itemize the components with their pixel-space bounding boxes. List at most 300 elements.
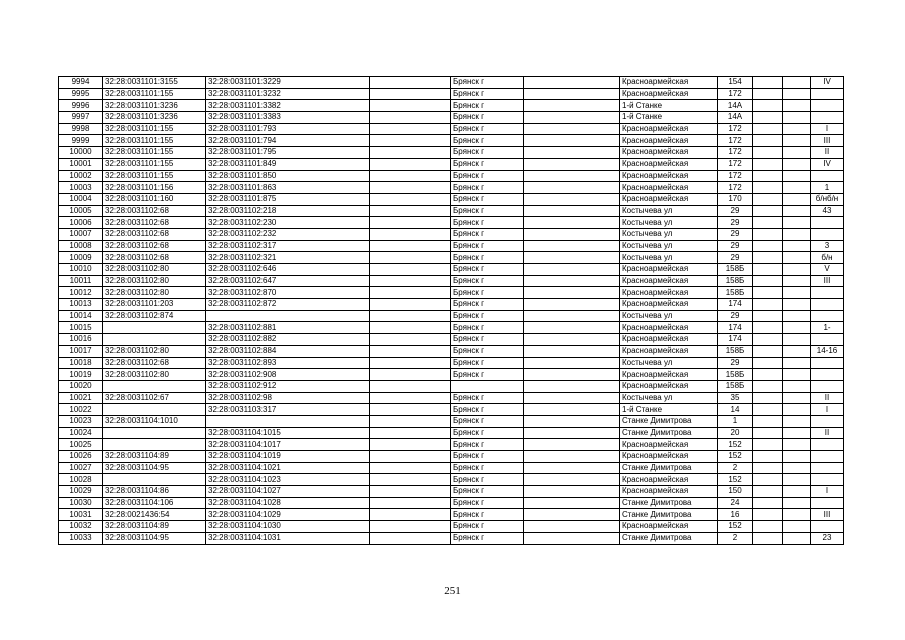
cell-cadastral-object: 32:28:0031101:795 xyxy=(206,147,370,159)
cell-street: Красноармейская xyxy=(620,439,718,451)
table-row xyxy=(59,264,844,276)
cell-blank-col xyxy=(370,369,451,381)
cell-blank-col xyxy=(524,77,620,89)
cell-house-number: 14А xyxy=(718,100,753,112)
cell-blank-col xyxy=(783,392,811,404)
cell-house-number: 172 xyxy=(718,147,753,159)
cell-blank-col xyxy=(524,217,620,229)
cell-premise-number: IV xyxy=(811,158,844,170)
cell-street: Красноармейская xyxy=(620,451,718,463)
cell-blank-col xyxy=(524,310,620,322)
cell-blank-col xyxy=(370,100,451,112)
cell-cadastral-parcel xyxy=(103,474,206,486)
cell-house-number: 172 xyxy=(718,88,753,100)
cell-house-number: 172 xyxy=(718,170,753,182)
cell-blank-col xyxy=(753,135,783,147)
cell-house-number: 29 xyxy=(718,240,753,252)
cell-street: Красноармейская xyxy=(620,147,718,159)
cell-house-number: 170 xyxy=(718,193,753,205)
cell-cadastral-object: 32:28:0031102:912 xyxy=(206,380,370,392)
cell-cadastral-parcel: 32:28:0031104:89 xyxy=(103,451,206,463)
cell-cadastral-object: 32:28:0031101:875 xyxy=(206,193,370,205)
cell-blank-col xyxy=(753,170,783,182)
cell-city: Брянск г xyxy=(451,275,524,287)
cell-blank-col xyxy=(370,275,451,287)
cell-blank-col xyxy=(370,474,451,486)
cell-blank-col xyxy=(753,147,783,159)
cell-blank-col xyxy=(753,532,783,544)
cell-row-number: 10026 xyxy=(59,451,103,463)
cell-blank-col xyxy=(753,357,783,369)
cell-cadastral-object: 32:28:0031102:646 xyxy=(206,264,370,276)
cell-blank-col xyxy=(370,380,451,392)
table-row xyxy=(59,275,844,287)
table-row xyxy=(59,462,844,474)
cell-cadastral-parcel: 32:28:0031104:106 xyxy=(103,497,206,509)
cell-blank-col xyxy=(783,147,811,159)
cell-house-number: 1 xyxy=(718,415,753,427)
table-row xyxy=(59,112,844,124)
cell-cadastral-object: 32:28:0031103:317 xyxy=(206,404,370,416)
cell-row-number: 9995 xyxy=(59,88,103,100)
cell-blank-col xyxy=(370,170,451,182)
cell-row-number: 10002 xyxy=(59,170,103,182)
cell-blank-col xyxy=(783,158,811,170)
cell-premise-number xyxy=(811,334,844,346)
cell-blank-col xyxy=(524,182,620,194)
table-body xyxy=(59,77,844,545)
cell-blank-col xyxy=(753,474,783,486)
cell-cadastral-parcel: 32:28:0021436:54 xyxy=(103,509,206,521)
cell-blank-col xyxy=(753,404,783,416)
cell-premise-number xyxy=(811,357,844,369)
cell-blank-col xyxy=(753,77,783,89)
cell-cadastral-object: 32:28:0031102:647 xyxy=(206,275,370,287)
table-row xyxy=(59,228,844,240)
cell-cadastral-object: 32:28:0031104:1028 xyxy=(206,497,370,509)
cell-cadastral-parcel: 32:28:0031101:3236 xyxy=(103,100,206,112)
cell-blank-col xyxy=(370,217,451,229)
cell-city: Брянск г xyxy=(451,310,524,322)
cell-row-number: 10013 xyxy=(59,299,103,311)
cell-row-number: 10008 xyxy=(59,240,103,252)
cell-row-number: 10016 xyxy=(59,334,103,346)
cell-cadastral-parcel: 32:28:0031101:155 xyxy=(103,147,206,159)
cell-blank-col xyxy=(524,135,620,147)
cell-blank-col xyxy=(783,334,811,346)
table-row xyxy=(59,287,844,299)
cell-blank-col xyxy=(370,509,451,521)
cell-city: Брянск г xyxy=(451,147,524,159)
cell-house-number: 158Б xyxy=(718,369,753,381)
cell-row-number: 10032 xyxy=(59,521,103,533)
cell-blank-col xyxy=(753,123,783,135)
cell-blank-col xyxy=(783,182,811,194)
cell-cadastral-parcel: 32:28:0031104:86 xyxy=(103,486,206,498)
cell-cadastral-object: 32:28:0031102:870 xyxy=(206,287,370,299)
table-row xyxy=(59,77,844,89)
cell-street: Красноармейская xyxy=(620,193,718,205)
cell-premise-number xyxy=(811,217,844,229)
cell-premise-number xyxy=(811,462,844,474)
cell-premise-number xyxy=(811,170,844,182)
cell-cadastral-parcel: 32:28:0031101:156 xyxy=(103,182,206,194)
cell-cadastral-parcel: 32:28:0031101:203 xyxy=(103,299,206,311)
table-row xyxy=(59,439,844,451)
cell-street: Костычева ул xyxy=(620,357,718,369)
cell-street: Станке Димитрова xyxy=(620,497,718,509)
cell-city: Брянск г xyxy=(451,170,524,182)
cell-street: Станке Димитрова xyxy=(620,509,718,521)
cell-blank-col xyxy=(524,112,620,124)
cell-city: Брянск г xyxy=(451,392,524,404)
table-row xyxy=(59,334,844,346)
cell-blank-col xyxy=(783,415,811,427)
cell-blank-col xyxy=(370,462,451,474)
cell-city: Брянск г xyxy=(451,345,524,357)
cell-blank-col xyxy=(370,404,451,416)
cell-street: Костычева ул xyxy=(620,240,718,252)
cell-house-number: 158Б xyxy=(718,275,753,287)
cell-blank-col xyxy=(753,521,783,533)
cell-blank-col xyxy=(753,369,783,381)
cell-blank-col xyxy=(524,228,620,240)
cell-premise-number: II xyxy=(811,427,844,439)
cell-city: Брянск г xyxy=(451,404,524,416)
cell-blank-col xyxy=(753,158,783,170)
cell-blank-col xyxy=(783,474,811,486)
cell-blank-col xyxy=(524,462,620,474)
cell-blank-col xyxy=(753,252,783,264)
cell-blank-col xyxy=(753,310,783,322)
cell-blank-col xyxy=(524,369,620,381)
cell-cadastral-object: 32:28:0031101:794 xyxy=(206,135,370,147)
cell-blank-col xyxy=(524,100,620,112)
cell-blank-col xyxy=(370,158,451,170)
cell-premise-number: б/нб/н xyxy=(811,193,844,205)
cell-cadastral-object: 32:28:0031101:863 xyxy=(206,182,370,194)
cell-blank-col xyxy=(783,509,811,521)
cell-blank-col xyxy=(524,275,620,287)
cell-premise-number xyxy=(811,287,844,299)
cell-row-number: 9994 xyxy=(59,77,103,89)
cell-blank-col xyxy=(370,112,451,124)
table-row xyxy=(59,240,844,252)
cell-cadastral-parcel: 32:28:0031102:68 xyxy=(103,205,206,217)
cell-cadastral-object: 32:28:0031102:908 xyxy=(206,369,370,381)
cell-city: Брянск г xyxy=(451,88,524,100)
cell-cadastral-object: 32:28:0031104:1027 xyxy=(206,486,370,498)
cell-row-number: 10022 xyxy=(59,404,103,416)
cell-row-number: 10012 xyxy=(59,287,103,299)
cell-blank-col xyxy=(753,322,783,334)
table-row xyxy=(59,147,844,159)
cell-house-number: 29 xyxy=(718,357,753,369)
cell-city: Брянск г xyxy=(451,439,524,451)
cell-blank-col xyxy=(783,228,811,240)
cell-premise-number xyxy=(811,521,844,533)
cell-house-number: 20 xyxy=(718,427,753,439)
cell-premise-number xyxy=(811,380,844,392)
table-row xyxy=(59,451,844,463)
cell-row-number: 10031 xyxy=(59,509,103,521)
cell-city: Брянск г xyxy=(451,509,524,521)
cell-premise-number: 43 xyxy=(811,205,844,217)
table-row xyxy=(59,486,844,498)
cell-cadastral-object xyxy=(206,415,370,427)
table-row xyxy=(59,532,844,544)
cell-premise-number xyxy=(811,439,844,451)
cell-house-number: 150 xyxy=(718,486,753,498)
cell-cadastral-parcel: 32:28:0031104:1010 xyxy=(103,415,206,427)
cell-house-number: 29 xyxy=(718,228,753,240)
cell-cadastral-object: 32:28:0031101:3382 xyxy=(206,100,370,112)
cell-city: Брянск г xyxy=(451,486,524,498)
cell-blank-col xyxy=(753,217,783,229)
cell-city: Брянск г xyxy=(451,158,524,170)
cell-blank-col xyxy=(524,334,620,346)
cell-house-number: 172 xyxy=(718,123,753,135)
table-row xyxy=(59,88,844,100)
table-row xyxy=(59,205,844,217)
cell-house-number: 172 xyxy=(718,135,753,147)
cell-blank-col xyxy=(783,299,811,311)
table-row xyxy=(59,217,844,229)
cell-blank-col xyxy=(753,451,783,463)
cell-cadastral-object: 32:28:0031104:1031 xyxy=(206,532,370,544)
cell-cadastral-object: 32:28:0031102:884 xyxy=(206,345,370,357)
cell-cadastral-parcel xyxy=(103,380,206,392)
cell-blank-col xyxy=(524,451,620,463)
cell-blank-col xyxy=(524,345,620,357)
cell-blank-col xyxy=(783,322,811,334)
table-row xyxy=(59,158,844,170)
cell-blank-col xyxy=(783,112,811,124)
cell-row-number: 10019 xyxy=(59,369,103,381)
table-row xyxy=(59,474,844,486)
cell-city: Брянск г xyxy=(451,240,524,252)
cell-blank-col xyxy=(783,532,811,544)
cell-blank-col xyxy=(524,322,620,334)
cell-row-number: 10003 xyxy=(59,182,103,194)
cell-street: Станке Димитрова xyxy=(620,532,718,544)
table-row xyxy=(59,427,844,439)
cell-row-number: 10009 xyxy=(59,252,103,264)
cell-premise-number xyxy=(811,369,844,381)
cell-blank-col xyxy=(753,264,783,276)
cell-row-number: 10000 xyxy=(59,147,103,159)
cell-house-number: 152 xyxy=(718,451,753,463)
cell-row-number: 10017 xyxy=(59,345,103,357)
cell-street: Красноармейская xyxy=(620,123,718,135)
cell-city: Брянск г xyxy=(451,299,524,311)
cell-blank-col xyxy=(783,380,811,392)
cell-premise-number xyxy=(811,228,844,240)
cell-blank-col xyxy=(370,357,451,369)
cell-row-number: 10028 xyxy=(59,474,103,486)
cell-cadastral-object: 32:28:0031102:872 xyxy=(206,299,370,311)
cell-street: Красноармейская xyxy=(620,345,718,357)
cell-blank-col xyxy=(783,135,811,147)
cell-row-number: 10015 xyxy=(59,322,103,334)
cell-blank-col xyxy=(524,521,620,533)
cell-blank-col xyxy=(783,310,811,322)
cell-blank-col xyxy=(753,112,783,124)
cell-blank-col xyxy=(753,240,783,252)
cell-city: Брянск г xyxy=(451,100,524,112)
cell-cadastral-parcel: 32:28:0031102:80 xyxy=(103,264,206,276)
cell-cadastral-object: 32:28:0031101:850 xyxy=(206,170,370,182)
cell-city xyxy=(451,380,524,392)
cell-row-number: 10010 xyxy=(59,264,103,276)
cell-cadastral-parcel: 32:28:0031102:68 xyxy=(103,228,206,240)
cell-street: Красноармейская xyxy=(620,77,718,89)
cell-cadastral-object: 32:28:0031102:218 xyxy=(206,205,370,217)
cell-blank-col xyxy=(783,462,811,474)
cell-cadastral-object: 32:28:0031102:881 xyxy=(206,322,370,334)
cell-blank-col xyxy=(370,415,451,427)
cell-street: Костычева ул xyxy=(620,228,718,240)
cell-street: Красноармейская xyxy=(620,287,718,299)
cell-blank-col xyxy=(783,252,811,264)
cell-row-number: 10018 xyxy=(59,357,103,369)
cell-city: Брянск г xyxy=(451,77,524,89)
cell-blank-col xyxy=(524,205,620,217)
cell-blank-col xyxy=(524,392,620,404)
cell-blank-col xyxy=(524,88,620,100)
cell-street: 1-й Станке xyxy=(620,100,718,112)
table-row xyxy=(59,380,844,392)
cell-blank-col xyxy=(524,497,620,509)
cell-cadastral-parcel: 32:28:0031101:3236 xyxy=(103,112,206,124)
cell-cadastral-parcel: 32:28:0031102:80 xyxy=(103,345,206,357)
cell-blank-col xyxy=(370,299,451,311)
cell-blank-col xyxy=(524,240,620,252)
cell-blank-col xyxy=(370,486,451,498)
cell-cadastral-parcel: 32:28:0031102:67 xyxy=(103,392,206,404)
cell-blank-col xyxy=(370,205,451,217)
cell-blank-col xyxy=(524,252,620,264)
table-row xyxy=(59,310,844,322)
cell-blank-col xyxy=(370,123,451,135)
cell-street: Красноармейская xyxy=(620,380,718,392)
cell-blank-col xyxy=(753,88,783,100)
cell-blank-col xyxy=(753,486,783,498)
cell-blank-col xyxy=(370,240,451,252)
cell-house-number: 16 xyxy=(718,509,753,521)
cell-premise-number: III xyxy=(811,135,844,147)
cell-cadastral-object: 32:28:0031104:1019 xyxy=(206,451,370,463)
cell-street: 1-й Станке xyxy=(620,112,718,124)
cell-street: Красноармейская xyxy=(620,182,718,194)
cell-cadastral-object: 32:28:0031104:1017 xyxy=(206,439,370,451)
cell-row-number: 9998 xyxy=(59,123,103,135)
cell-premise-number: III xyxy=(811,275,844,287)
cell-cadastral-object: 32:28:0031101:3383 xyxy=(206,112,370,124)
cell-blank-col xyxy=(370,439,451,451)
cell-blank-col xyxy=(524,299,620,311)
cell-city: Брянск г xyxy=(451,228,524,240)
cell-blank-col xyxy=(370,392,451,404)
cell-house-number: 152 xyxy=(718,474,753,486)
cell-cadastral-parcel: 32:28:0031101:155 xyxy=(103,170,206,182)
cell-street: Красноармейская xyxy=(620,264,718,276)
cell-street: Красноармейская xyxy=(620,322,718,334)
cell-blank-col xyxy=(753,462,783,474)
cell-city: Брянск г xyxy=(451,264,524,276)
cell-blank-col xyxy=(370,252,451,264)
cell-street: Красноармейская xyxy=(620,369,718,381)
cell-street: Костычева ул xyxy=(620,310,718,322)
cell-blank-col xyxy=(370,310,451,322)
cell-street: 1-й Станке xyxy=(620,404,718,416)
table-row xyxy=(59,497,844,509)
table-row xyxy=(59,182,844,194)
cell-house-number: 172 xyxy=(718,158,753,170)
cell-cadastral-parcel: 32:28:0031101:155 xyxy=(103,123,206,135)
cell-city: Брянск г xyxy=(451,112,524,124)
cell-blank-col xyxy=(370,147,451,159)
cell-cadastral-object: 32:28:0031101:793 xyxy=(206,123,370,135)
cell-cadastral-parcel xyxy=(103,427,206,439)
cell-blank-col xyxy=(783,217,811,229)
cell-blank-col xyxy=(370,322,451,334)
cell-row-number: 10024 xyxy=(59,427,103,439)
table-row xyxy=(59,521,844,533)
cell-blank-col xyxy=(783,240,811,252)
cell-cadastral-object: 32:28:0031102:321 xyxy=(206,252,370,264)
cell-row-number: 10007 xyxy=(59,228,103,240)
cell-premise-number xyxy=(811,88,844,100)
cell-row-number: 9997 xyxy=(59,112,103,124)
cell-premise-number: 1 xyxy=(811,182,844,194)
cell-blank-col xyxy=(370,287,451,299)
cell-house-number: 29 xyxy=(718,252,753,264)
cell-cadastral-object: 32:28:0031104:1030 xyxy=(206,521,370,533)
cell-row-number: 9996 xyxy=(59,100,103,112)
cell-premise-number: 3 xyxy=(811,240,844,252)
cell-blank-col xyxy=(524,264,620,276)
cell-blank-col xyxy=(524,287,620,299)
cell-blank-col xyxy=(783,123,811,135)
table-row xyxy=(59,357,844,369)
cell-cadastral-parcel: 32:28:0031102:68 xyxy=(103,357,206,369)
cell-blank-col xyxy=(753,100,783,112)
cell-street: Костычева ул xyxy=(620,392,718,404)
cell-house-number: 35 xyxy=(718,392,753,404)
cell-premise-number xyxy=(811,100,844,112)
cell-city: Брянск г xyxy=(451,252,524,264)
cell-blank-col xyxy=(753,205,783,217)
cell-cadastral-object: 32:28:0031102:882 xyxy=(206,334,370,346)
cell-cadastral-object: 32:28:0031104:1023 xyxy=(206,474,370,486)
table-row xyxy=(59,123,844,135)
cell-blank-col xyxy=(370,228,451,240)
cell-blank-col xyxy=(783,287,811,299)
cell-blank-col xyxy=(783,275,811,287)
cell-blank-col xyxy=(783,486,811,498)
table-row xyxy=(59,193,844,205)
cell-blank-col xyxy=(370,345,451,357)
cell-cadastral-object: 32:28:0031104:1015 xyxy=(206,427,370,439)
cell-cadastral-parcel: 32:28:0031101:155 xyxy=(103,135,206,147)
cell-blank-col xyxy=(783,77,811,89)
cell-blank-col xyxy=(524,474,620,486)
cell-blank-col xyxy=(524,193,620,205)
cell-row-number: 9999 xyxy=(59,135,103,147)
cell-cadastral-parcel xyxy=(103,322,206,334)
cell-city: Брянск г xyxy=(451,217,524,229)
